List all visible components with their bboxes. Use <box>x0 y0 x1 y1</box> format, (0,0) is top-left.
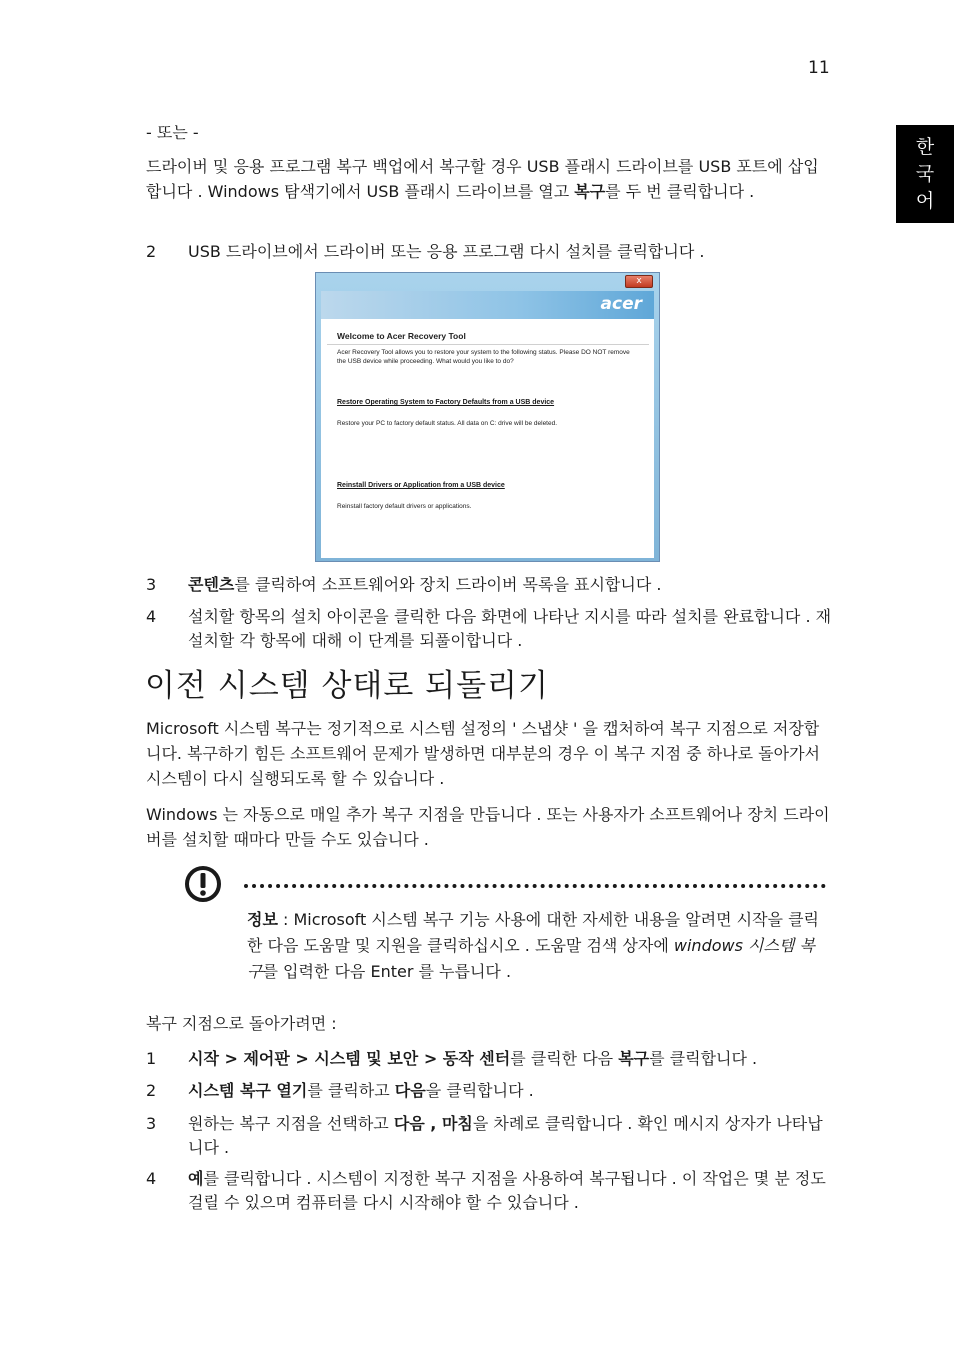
step-text-0: 원하는 복구 지점을 선택하고 <box>188 1114 394 1133</box>
step-text-1: 를 클릭한 다음 <box>510 1049 619 1068</box>
step-number: 2 <box>146 1081 157 1100</box>
restore-os-description: Restore your PC to factory default status. All data on C: drive will be deleted. <box>337 420 558 427</box>
info-text-1: : Microsoft 시스템 복구 기능 사용에 대한 자세한 내용을 알려면 시작을 클릭한 다음 도움말 및 지원을 클릭하십시오 . 도움말 검색 상자에 <box>247 910 820 955</box>
step-text <box>188 1112 832 1160</box>
info-italic: windows 시스템 복구 <box>247 936 815 981</box>
restore-os-link[interactable]: Restore Operating System to Factory Defaults from a USB device <box>337 399 555 406</box>
return-step-1 <box>146 1047 832 1071</box>
page-number: 11 <box>808 58 830 78</box>
usb-paragraph-text-1: 드라이버 및 응용 프로그램 복구 백업에서 복구할 경우 USB 플래시 드라이브를 USB 포트에 삽입합니다 . Windows 탐색기에서 USB 플래시 드라이브를 열고 <box>146 157 819 201</box>
note-divider <box>244 884 826 888</box>
step-text-1: 를 클릭하고 <box>307 1081 395 1100</box>
step-text: 설치할 항목의 설치 아이콘을 클릭한 다음 화면에 나타난 지시를 따라 설치를 완료합니다 . 재설치할 각 항목에 대해 이 단계를 되풀이합니다 . <box>188 607 832 650</box>
info-note <box>247 907 827 985</box>
language-tab-char-3: 어 <box>915 189 935 212</box>
step-number: 2 <box>146 242 157 261</box>
step-bold-1: 시스템 복구 열기 <box>188 1081 308 1100</box>
reinstall-drivers-link[interactable]: Reinstall Drivers or Application from a USB device <box>337 482 505 489</box>
step-2 <box>146 240 832 264</box>
info-label: 정보 <box>247 910 278 929</box>
return-step-2 <box>146 1079 832 1103</box>
window-description: Acer Recovery Tool allows you to restore your system to the following status. Please DO NOT remove the USB device while proceeding. What would you like to do? <box>337 349 630 365</box>
reinstall-drivers-description: Reinstall factory default drivers or applications. <box>337 503 472 510</box>
step-number: 4 <box>146 607 157 626</box>
info-text-2: 를 입력한 다음 Enter 를 누릅니다 . <box>262 962 512 981</box>
window-banner <box>321 291 654 319</box>
step-text <box>188 1047 832 1071</box>
usb-paragraph-bold: 복구 <box>574 182 606 201</box>
step-bold-1: 시작 > 제어판 > 시스템 및 보안 > 동작 센터 <box>188 1049 511 1068</box>
step-number: 4 <box>146 1169 157 1188</box>
or-line: - 또는 - <box>146 123 199 142</box>
step-text-2: 를 클릭합니다 . <box>649 1049 758 1068</box>
close-button[interactable]: x <box>625 275 653 288</box>
language-tab-char-2: 국 <box>915 162 935 185</box>
section-heading: 이전 시스템 상태로 되돌리기 <box>145 668 549 704</box>
usb-paragraph-text-2: 를 두 번 클릭합니다 . <box>605 182 755 201</box>
step-text: USB 드라이브에서 드라이버 또는 응용 프로그램 다시 설치를 클릭합니다 . <box>188 242 705 261</box>
language-tab <box>896 125 954 223</box>
step-bold-1: 예 <box>188 1169 204 1188</box>
step-number: 1 <box>146 1049 157 1068</box>
step-text-rest: 를 클릭하여 소프트웨어와 장치 드라이버 목록을 표시합니다 . <box>234 575 662 594</box>
step-bold-2: 복구 <box>618 1049 650 1068</box>
step-number: 3 <box>146 1114 157 1133</box>
step-text-1: 을 차례로 클릭합니다 . 확인 메시지 상자가 나타납니다 . <box>188 1114 823 1157</box>
recovery-tool-window <box>315 272 660 562</box>
window-body <box>321 319 654 558</box>
divider <box>327 344 649 345</box>
usb-paragraph <box>146 154 832 204</box>
return-step-3 <box>146 1112 832 1160</box>
acer-logo: acer <box>600 294 642 314</box>
step-bold-1: 다음 , 마침 <box>393 1114 473 1133</box>
step-bold-2: 다음 <box>394 1081 426 1100</box>
step-3 <box>146 573 832 597</box>
paragraph-system-restore: Microsoft 시스템 복구는 정기적으로 시스템 설정의 ' 스냅샷 ' 을 캡처하여 복구 지점으로 저장합니다. 복구하기 힘든 소프트웨어 문제가 발생하면 대부분의 경우 이 복구 지점 중 하나로 돌아가서 시스템이 다시 실행되도록 할 수 있습니다 . <box>146 719 820 788</box>
step-text-1: 를 클릭합니다 . 시스템이 지정한 복구 지점을 사용하여 복구됩니다 . 이 작업은 몇 분 정도 걸릴 수 있으며 컴퓨터를 다시 시작해야 할 수 있습니다 . <box>188 1169 826 1212</box>
return-step-4 <box>146 1167 832 1215</box>
language-tab-char-1: 한 <box>915 135 935 158</box>
step-text <box>188 1079 832 1103</box>
return-intro: 복구 지점으로 돌아가려면 : <box>146 1014 337 1033</box>
caution-icon <box>184 865 222 903</box>
step-number: 3 <box>146 575 157 594</box>
step-bold: 콘텐츠 <box>188 575 235 594</box>
step-text <box>188 1167 832 1215</box>
step-4 <box>146 605 832 653</box>
window-title: Welcome to Acer Recovery Tool <box>337 331 466 341</box>
paragraph-windows-restore-points: Windows 는 자동으로 매일 추가 복구 지점을 만듭니다 . 또는 사용자가 소프트웨어나 장치 드라이버를 설치할 때마다 만들 수도 있습니다 . <box>146 805 830 849</box>
step-text-2: 을 클릭합니다 . <box>425 1081 534 1100</box>
step-text <box>188 573 832 597</box>
